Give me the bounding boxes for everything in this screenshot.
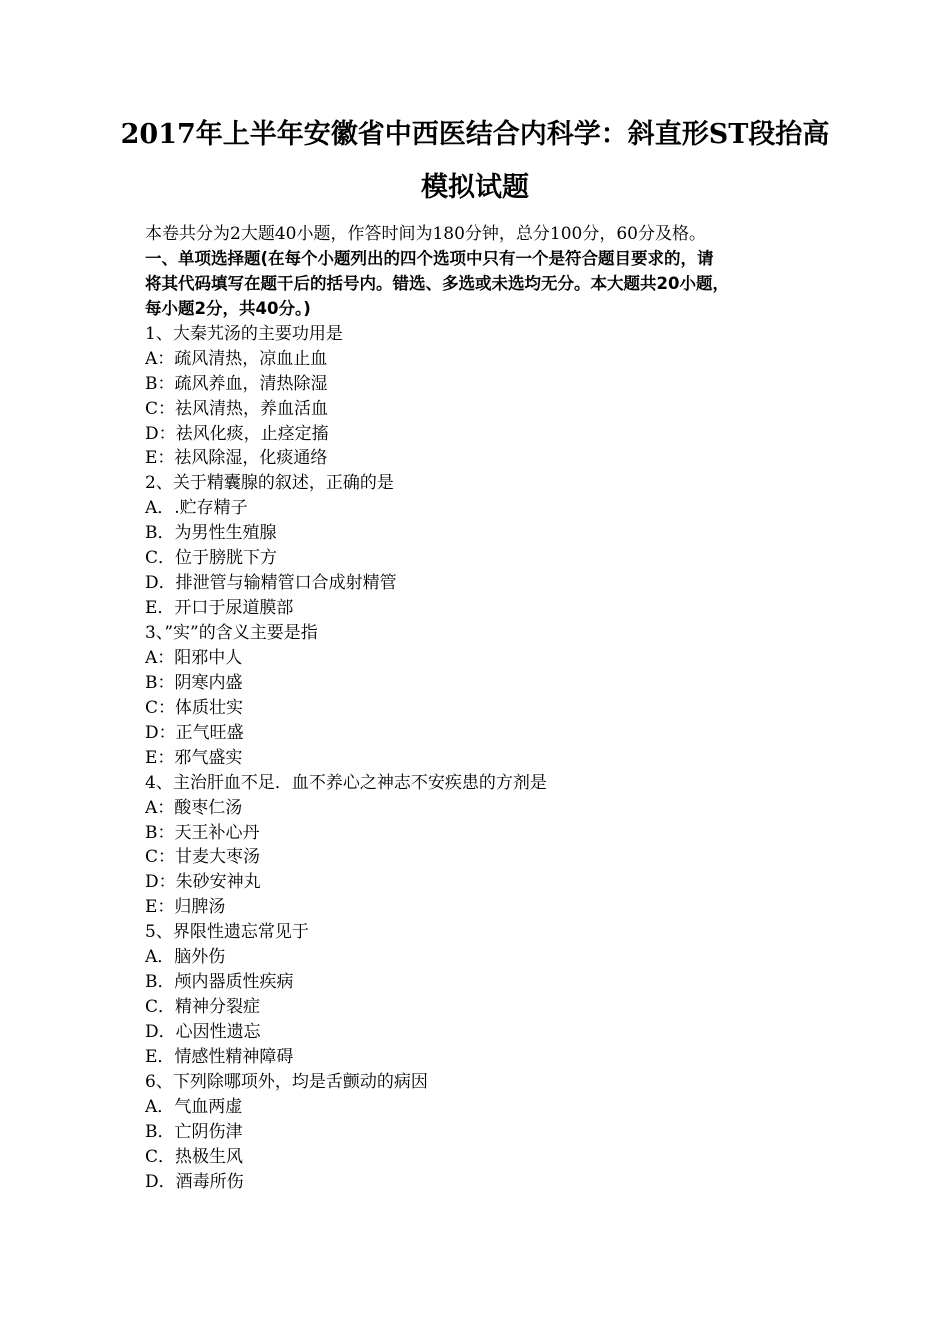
question-option: B：天王补心丹: [145, 822, 260, 843]
question-option: C：甘麦大枣汤: [145, 847, 261, 868]
document-body: [145, 222, 810, 1195]
question-option: D．心因性遗忘: [145, 1022, 261, 1042]
question-option: D：朱砂安神丸: [145, 872, 261, 893]
question-option: D．排泄管与输精管口合成射精管: [145, 573, 397, 594]
question-option: E．开口于尿道膜部: [145, 598, 294, 619]
question-option: B：疏风养血，清热除湿: [145, 373, 328, 394]
question-option: A．.贮存精子: [145, 498, 248, 519]
section-heading-line-1: 一、单项选择题(在每个小题列出的四个选项中只有一个是符合题目要求的，请: [145, 248, 714, 268]
question-option: C．位于膀胱下方: [145, 548, 278, 569]
question-option: D：祛风化痰，止痉定搐: [145, 423, 329, 444]
document-title-line-1: 2017年上半年安徽省中西医结合内科学：斜直形ST段抬高: [120, 119, 830, 150]
question-option: A：疏风清热，凉血止血: [145, 348, 328, 369]
question-option: E：邪气盛实: [145, 747, 243, 768]
question-option: A：阳邪中人: [145, 647, 243, 668]
question-option: D．酒毒所伤: [145, 1171, 244, 1192]
document-title-line-2: 模拟试题: [421, 172, 529, 203]
question-option: C：祛风清热，养血活血: [145, 398, 329, 419]
section-heading-line-3: 每小题2分，共40分。): [145, 298, 311, 318]
question-5: [145, 920, 810, 1070]
question-option: B．颅内器质性疾病: [145, 972, 294, 993]
question-option: D：正气旺盛: [145, 722, 244, 743]
question-option: A．脑外伤: [145, 947, 226, 968]
question-stem: 1、大秦艽汤的主要功用是: [145, 323, 343, 344]
question-option: C：体质壮实: [145, 697, 244, 718]
question-stem: 4、主治肝血不足．血不养心之神志不安疾患的方剂是: [145, 772, 547, 793]
question-option: A：酸枣仁汤: [145, 797, 243, 818]
question-option: B．亡阴伤津: [145, 1121, 243, 1142]
question-stem: 3、”实”的含义主要是指: [145, 623, 318, 643]
question-3: [145, 621, 810, 771]
question-stem: 6、下列除哪项外，均是舌颤动的病因: [145, 1071, 428, 1092]
question-option: E：祛风除湿，化痰通络: [145, 448, 328, 469]
question-1: [145, 322, 810, 472]
question-option: E．情感性精神障碍: [145, 1046, 294, 1067]
question-stem: 2、关于精囊腺的叙述，正确的是: [145, 473, 394, 494]
question-option: B．为男性生殖腺: [145, 523, 277, 544]
exam-intro: 本卷共分为2大题40小题，作答时间为180分钟，总分100分，60分及格。: [145, 224, 706, 244]
question-4: [145, 771, 810, 921]
question-2: [145, 471, 810, 621]
question-option: C．热极生风: [145, 1146, 244, 1167]
question-stem: 5、界限性遗忘常见于: [145, 922, 309, 943]
question-option: E：归脾汤: [145, 897, 226, 918]
section-heading-line-2: 将其代码填写在题干后的括号内。错选、多选或未选均无分。本大题共20小题，: [145, 273, 729, 293]
question-option: A．气血两虚: [145, 1096, 243, 1117]
question-6: [145, 1070, 810, 1195]
question-option: B：阴寒内盛: [145, 672, 243, 693]
question-option: C．精神分裂症: [145, 997, 261, 1018]
